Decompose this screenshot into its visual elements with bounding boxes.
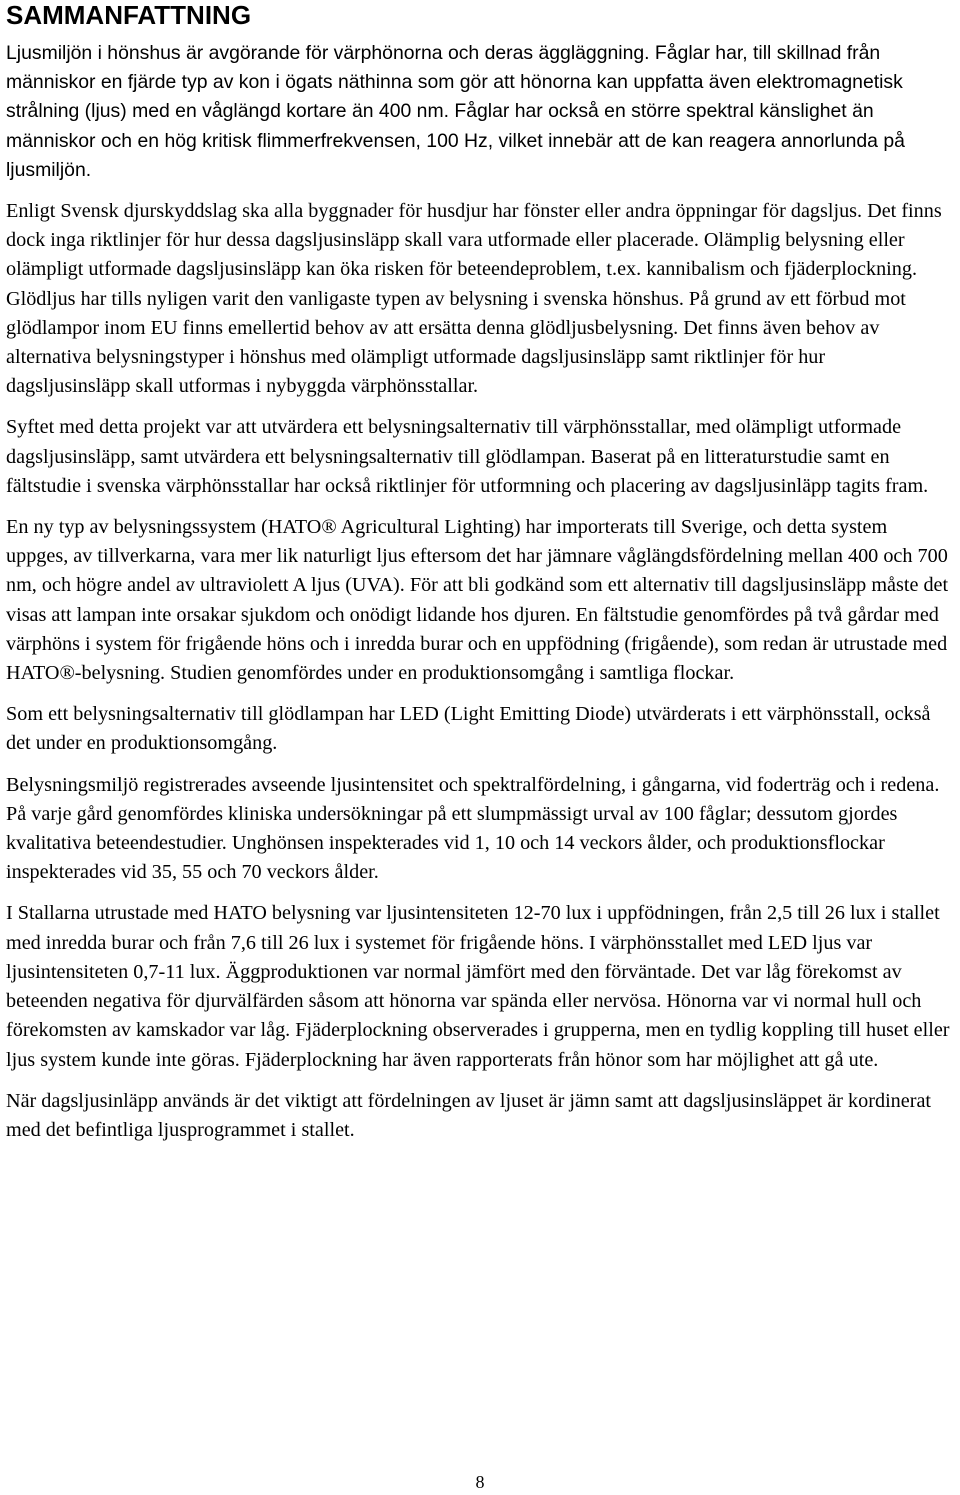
paragraph-hato-system: En ny typ av belysningssystem (HATO® Agricultural Lighting) har importerats till Sverige, och detta system uppges, av tillverkarna, vara mer lik naturligt ljus eftersom det har jämnare våglängdsfördelning mellan 400 och 700 nm, och högre andel av ultraviolett A ljus (UVA). För att bli godkänd som ett alternativ till dagsljusinsläpp måste det visas att lampan inte orsakar sjukdom och onödigt lidande hos djuren. En fältstudie genomfördes på två gårdar med värphöns i system för frigående höns och i inredda burar och en uppfödning (frigående), som redan är utrustade med HATO®-belysning. Studien genomfördes under en produktionsomgång i samtliga flockar. (6, 516, 949, 685)
paragraph-method: Belysningsmiljö registrerades avseende ljusintensitet och spektralfördelning, i gångarna, vid foderträg och i redena. På varje gård genomfördes kliniska undersökningar på ett slumpmässigt urval av 100 fåglar; dessutom gjordes kvalitativa beteendestudier. Unghönsen inspekterades vid 1, 10 och 14 veckors ålder, och produktionsflockar inspekterades vid 35, 55 och 70 veckors ålder. (6, 773, 940, 884)
paragraph-results: I Stallarna utrustade med HATO belysning var ljusintensiteten 12-70 lux i uppfödningen, från 2,5 till 26 lux i stallet med inredda burar och från 7,6 till 26 lux i systemet för frigående höns. I värphönsstallet med LED ljus var ljusintensiteten 0,7-11 lux. Äggproduktionen var normal jämfört med den förväntade. Det var låg förekomst av beteenden negativa för djurvälfärden såsom att hönorna var spända eller nervösa. Hönorna var vi normal hull och förekomsten av kamskador var låg. Fjäderplockning observerades i grupperna, men en tydlig koppling till huset eller ljus system kunde inte göras. Fjäderplockning har även rapporterats från hönor som har möjlighet att gå ute. (6, 902, 950, 1071)
paragraph-legislation: Enligt Svensk djurskyddslag ska alla byggnader för husdjur har fönster eller andra öppningar för dagsljus. Det finns dock inga riktlinjer för hur dessa dagsljusinsläpp skall vara utformade eller placerade. Olämplig belysning eller olämpligt utformade dagsljusinsläpp kan öka risken för beteendeproblem, t.ex. kannibalism och fjäderplockning. Glödljus har tills nyligen varit den vanligaste typen av belysning i svenska hönshus. På grund av ett förbud mot glödlampor inom EU finns emellertid behov av att ersätta denna glödljusbelysning. Det finns även behov av alternativa belysningstyper i hönshus med olämpligt utformade dagsljusinsläpp samt riktlinjer för hur dagsljusinsläpp skall utformas i nybyggda värphönsstallar. (6, 200, 942, 398)
paragraph-purpose: Syftet med detta projekt var att utvärdera ett belysningsalternativ till värphönsstallar, med olämpligt utformade dagsljusinsläpp, samt utvärdera ett belysningsalternativ till glödlampan. Baserat på en litteraturstudie samt en fältstudie i svenska värphönsstallar har också riktlinjer för utformning och placering av dagsljusinläpp tagits fram. (6, 416, 929, 497)
paragraph-led: Som ett belysningsalternativ till glödlampan har LED (Light Emitting Diode) utvärderats i ett värphönsstall, också det under en produktionsomgång. (6, 703, 931, 755)
section-heading: SAMMANFATTNING (6, 0, 252, 30)
page-number: 8 (475, 1472, 485, 1492)
paragraph-conclusion: När dagsljusinläpp används är det viktigt att fördelningen av ljuset är jämn samt att dagsljusinsläppet är kordinerat med det befintliga ljusprogrammet i stallet. (6, 1089, 932, 1141)
paragraph-intro: Ljusmiljön i hönshus är avgörande för värphönorna och deras äggläggning. Fåglar har, till skillnad från människor en fjärde typ av kon i ögats näthinna som gör att hönorna kan uppfatta även elektromagnetisk strålning (ljus) med en våglängd kortare än 400 nm. Fåglar har också en större spektral känslighet än människor och en hög kritisk flimmerfrekvensen, 100 Hz, vilket innebär att de kan reagera annorlunda på ljusmiljön. (6, 42, 905, 181)
